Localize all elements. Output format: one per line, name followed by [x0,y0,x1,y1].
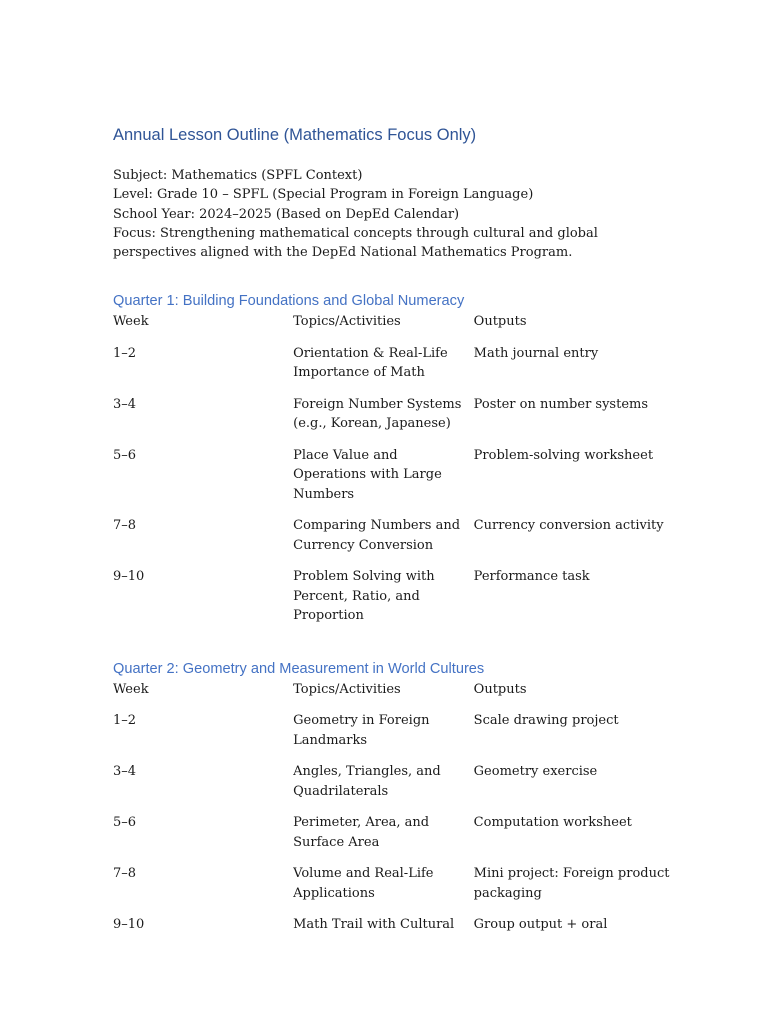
week-cell: 9–10 [113,917,145,933]
topic-cell: Geometry in Foreign Landmarks [293,713,430,748]
column-header-outputs: Outputs [473,314,527,330]
table-header-row [113,312,673,344]
quarter1-title: Quarter 1: Building Foundations and Global Numeracy [113,293,465,310]
quarter1-table [113,312,673,638]
table-header-row [113,680,673,712]
table-row [113,762,673,813]
document-page [113,124,673,947]
output-cell: Math journal entry [473,345,599,361]
week-cell: 1–2 [113,345,137,361]
subject-line: Subject: Mathematics (SPFL Context) [113,168,363,183]
output-cell: Computation worksheet [473,815,632,831]
document-meta [113,166,673,262]
table-row [113,395,673,446]
output-cell: Mini project: Foreign product packaging [473,866,670,901]
output-cell: Poster on number systems [473,396,649,412]
column-header-outputs: Outputs [473,681,527,697]
output-cell: Currency conversion activity [473,518,664,534]
output-cell: Problem-solving worksheet [473,447,654,463]
level-line: Level: Grade 10 – SPFL (Special Program in Foreign Language) [113,187,534,203]
week-cell: 9–10 [113,569,145,585]
column-header-week: Week [113,314,149,330]
column-header-topics: Topics/Activities [293,681,401,697]
topic-cell: Perimeter, Area, and Surface Area [293,815,430,850]
quarter2-title: Quarter 2: Geometry and Measurement in World Cultures [113,660,485,677]
output-cell: Geometry exercise [473,764,598,780]
topic-cell: Volume and Real-Life Applications [293,866,434,901]
topic-cell: Foreign Number Systems (e.g., Korean, Japanese) [293,396,462,432]
table-row [113,344,673,395]
school-year-line: School Year: 2024–2025 (Based on DepEd Calendar) [113,206,460,222]
output-cell: Group output + oral [473,917,608,933]
column-header-week: Week [113,681,149,697]
topic-cell: Angles, Triangles, and Quadrilaterals [293,764,441,799]
week-cell: 5–6 [113,815,137,831]
quarter2-table [113,680,673,947]
week-cell: 7–8 [113,518,137,534]
topic-cell: Orientation & Real-Life Importance of Math [293,345,448,381]
topic-cell: Place Value and Operations with Large Numbers [293,447,442,502]
output-cell: Scale drawing project [473,713,619,729]
column-header-topics: Topics/Activities [293,314,401,330]
output-cell: Performance task [473,569,590,585]
focus-line: Focus: Strengthening mathematical concepts through cultural and global perspectives aligned with the DepEd National Mathematics Program. [113,225,598,261]
week-cell: 5–6 [113,447,137,463]
document-title: Annual Lesson Outline (Mathematics Focus Only) [113,126,477,144]
topic-cell: Comparing Numbers and Currency Conversion [293,518,461,553]
table-row [113,516,673,567]
table-row [113,813,673,864]
week-cell: 7–8 [113,866,137,882]
week-cell: 3–4 [113,764,137,780]
table-row [113,915,673,947]
table-row [113,446,673,517]
table-row [113,711,673,762]
table-row [113,567,673,638]
topic-cell: Problem Solving with Percent, Ratio, and Proportion [293,569,435,624]
topic-cell: Math Trail with Cultural [293,917,455,933]
week-cell: 3–4 [113,396,137,412]
table-row [113,864,673,915]
week-cell: 1–2 [113,713,137,729]
